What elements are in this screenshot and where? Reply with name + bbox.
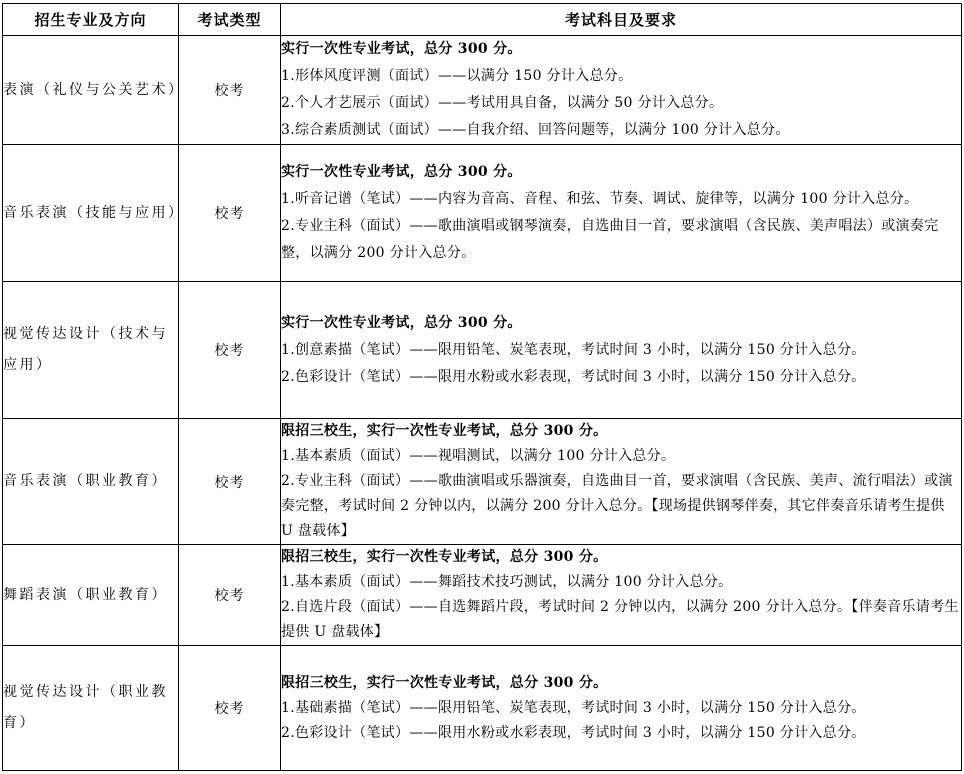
requirement-item: 2.个人才艺展示（面试）——考试用具自备，以满分 50 分计入总分。 [281, 95, 724, 111]
major-cell: 表演（礼仪与公关艺术） [3, 36, 179, 145]
requirements-cell [281, 646, 962, 771]
header-major: 招生专业及方向 [3, 4, 179, 36]
header-exam-type: 考试类型 [179, 4, 281, 36]
requirement-item: 2.色彩设计（笔试）——限用水粉或水彩表现，考试时间 3 小时，以满分 150 分计入总分。 [281, 368, 866, 385]
exam-type-cell: 校考 [179, 545, 281, 646]
requirement-item: 3.综合素质测试（面试）——自我介绍、回答问题等，以满分 100 分计入总分。 [281, 122, 790, 138]
table-row [3, 646, 962, 771]
major-cell: 视觉传达设计（技术与应用） [3, 282, 179, 419]
requirements-cell [281, 545, 962, 646]
requirement-item: 2.专业主科（面试）——歌曲演唱或乐器演奏，自选曲目一首，要求演唱（含民族、美声、流行唱法）或演奏完整，考试时间 2 分钟以内，以满分 200 分计入总分。【现场提供钢琴伴奏，其它伴奏音乐请考生提供 U 盘载体】 [281, 473, 953, 539]
major-cell: 音乐表演（技能与应用） [3, 145, 179, 282]
requirements-heading: 限招三校生，实行一次性专业考试，总分 300 分。 [281, 674, 608, 691]
exam-requirements-table [2, 3, 962, 771]
requirement-item: 1.基础素描（笔试）——限用铅笔、炭笔表现，考试时间 3 小时，以满分 150 分计入总分。 [281, 699, 866, 716]
requirements-cell [281, 145, 962, 282]
requirement-item: 1.基本素质（面试）——舞蹈技术技巧测试，以满分 100 分计入总分。 [281, 574, 733, 590]
requirement-item: 1.听音记谱（笔试）——内容为音高、音程、和弦、节奏、调试、旋律等，以满分 100 分计入总分。 [281, 191, 919, 207]
requirements-cell [281, 36, 962, 145]
requirements-heading: 实行一次性专业考试，总分 300 分。 [281, 41, 522, 57]
header-row [3, 4, 962, 36]
requirement-item: 1.基本素质（面试）——视唱测试，以满分 100 分计入总分。 [281, 448, 676, 464]
major-cell: 音乐表演（职业教育） [3, 419, 179, 545]
table-row [3, 145, 962, 282]
requirements-heading: 限招三校生，实行一次性专业考试，总分 300 分。 [281, 423, 608, 439]
requirements-heading: 实行一次性专业考试，总分 300 分。 [281, 314, 522, 331]
table-row [3, 282, 962, 419]
header-subjects: 考试科目及要求 [281, 4, 962, 36]
requirements-heading: 实行一次性专业考试，总分 300 分。 [281, 164, 522, 180]
requirement-item: 2.色彩设计（笔试）——限用水粉或水彩表现，考试时间 3 小时，以满分 150 分计入总分。 [281, 724, 866, 741]
table-row [3, 36, 962, 145]
requirement-item: 1.创意素描（笔试）——限用铅笔、炭笔表现，考试时间 3 小时，以满分 150 分计入总分。 [281, 341, 866, 358]
table-row [3, 419, 962, 545]
requirements-heading: 限招三校生，实行一次性专业考试，总分 300 分。 [281, 549, 608, 565]
exam-type-cell: 校考 [179, 36, 281, 145]
exam-type-cell: 校考 [179, 282, 281, 419]
exam-type-cell: 校考 [179, 145, 281, 282]
major-cell: 舞蹈表演（职业教育） [3, 545, 179, 646]
table-row [3, 545, 962, 646]
requirements-cell [281, 282, 962, 419]
requirement-item: 1.形体风度评测（面试）——以满分 150 分计入总分。 [281, 68, 633, 84]
requirement-item: 2.专业主科（面试）——歌曲演唱或钢琴演奏，自选曲目一首，要求演唱（含民族、美声唱法）或演奏完整，以满分 200 分计入总分。 [281, 218, 939, 261]
exam-type-cell: 校考 [179, 646, 281, 771]
exam-type-cell: 校考 [179, 419, 281, 545]
major-cell: 视觉传达设计（职业教育） [3, 646, 179, 771]
requirement-item: 2.自选片段（面试）——自选舞蹈片段，考试时间 2 分钟以内，以满分 200 分计入总分。【伴奏音乐请考生提供 U 盘载体】 [281, 599, 959, 640]
requirements-cell [281, 419, 962, 545]
